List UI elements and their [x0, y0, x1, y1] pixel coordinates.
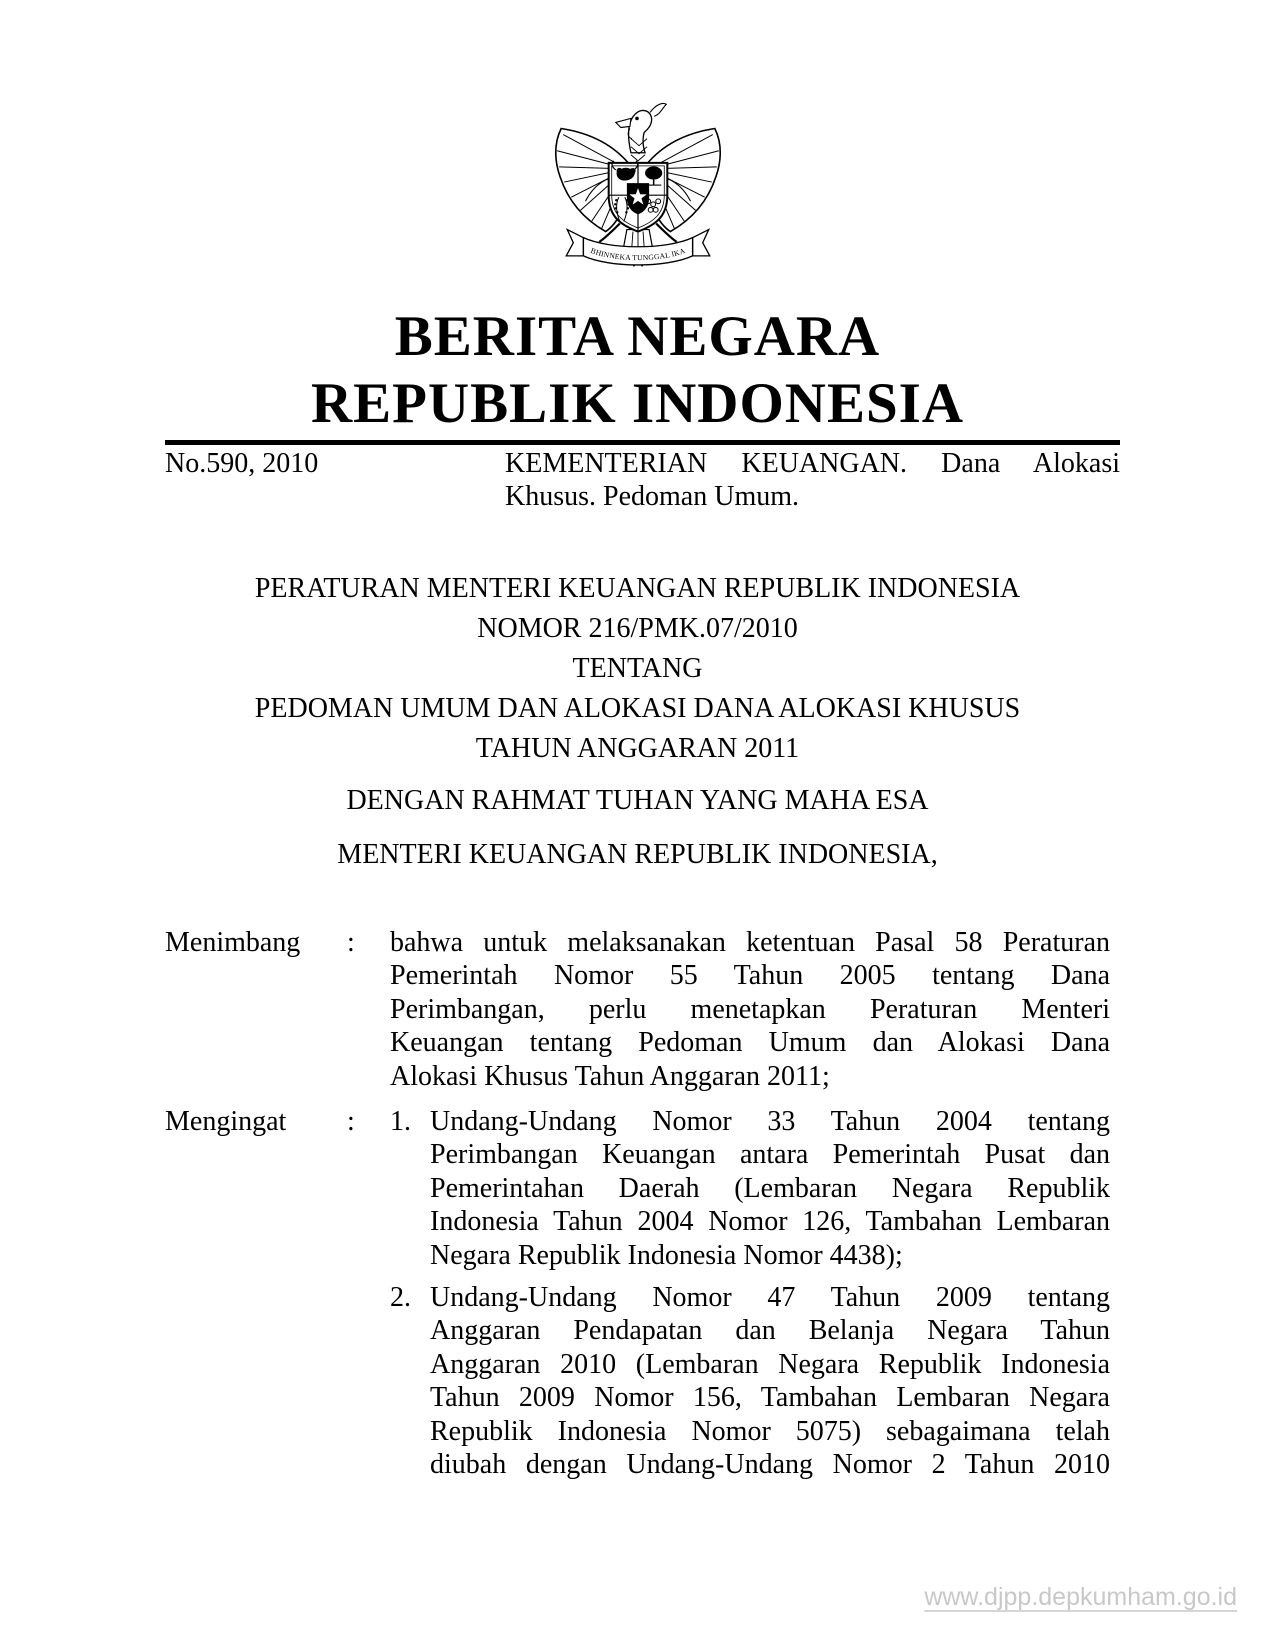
masthead-line-1: BERITA NEGARA — [394, 305, 881, 368]
recalling-item-number: 2. — [390, 1282, 411, 1314]
recalling-item-2 — [390, 1281, 1110, 1481]
recalling-list — [390, 1105, 1110, 1481]
considering-line: bahwa untuk melaksanakan ketentuan Pasal 58 Peraturan — [390, 927, 1110, 958]
considering-row — [165, 926, 1110, 1093]
watermark-url: www.djpp.depkumham.go.id — [924, 1583, 1237, 1611]
gazette-number: No.590, 2010 — [165, 448, 319, 479]
considering-line: Keuangan tentang Pedoman Umum dan Alokasi Dana — [390, 1027, 1110, 1059]
masthead-title — [0, 303, 1275, 437]
eye — [635, 117, 639, 121]
garuda-pancasila-emblem — [549, 82, 727, 270]
recalling-item-text — [430, 1105, 1110, 1272]
regulation-title-line: PERATURAN MENTERI KEUANGAN REPUBLIK INDONESIA — [254, 573, 1021, 604]
regulation-year-line: TAHUN ANGGARAN 2011 — [475, 733, 800, 764]
regulation-title — [160, 569, 1115, 769]
recalling-item-line: Tahun 2009 Nomor 156, Tambahan Lembaran Negara — [430, 1382, 1110, 1414]
recalling-item-number: 1. — [390, 1106, 411, 1138]
recalling-item-line: Pemerintahan Daerah (Lembaran Negara Republik — [430, 1172, 1110, 1204]
gazette-subject — [505, 448, 1120, 513]
motto-text: BHINNEKA TUNGGAL IKA — [589, 245, 687, 263]
gazette-subject-line: KEMENTERIAN KEUANGAN. Dana Alokasi — [505, 448, 1120, 479]
regulation-subject-line: PEDOMAN UMUM DAN ALOKASI DANA ALOKASI KHUSUS — [254, 693, 1021, 724]
recalling-item-line: Republik Indonesia Nomor 5075) sebagaimana telah — [430, 1415, 1110, 1447]
recalling-label: Mengingat — [165, 1106, 287, 1138]
issuer-line: MENTERI KEUANGAN REPUBLIK INDONESIA, — [337, 839, 938, 870]
recalling-item-text — [430, 1281, 1110, 1481]
crest — [650, 104, 666, 117]
garuda-emblem-svg — [549, 82, 727, 270]
beak — [616, 118, 631, 127]
considering-label: Menimbang — [165, 927, 301, 958]
considering-paragraph — [390, 926, 1110, 1093]
regulation-tentang-line: TENTANG — [572, 653, 703, 684]
recalling-item-line: Perimbangan Keuangan antara Pemerintah Pusat dan — [430, 1139, 1110, 1171]
recalling-item-line: diubah dengan Undang-Undang Nomor 2 Tahun 2010 — [430, 1449, 1110, 1481]
recalling-item-line: Negara Republik Indonesia Nomor 4438); — [430, 1239, 903, 1271]
recalling-item-line: Undang-Undang Nomor 47 Tahun 2009 tentang — [430, 1282, 1110, 1314]
recalling-item-line: Anggaran 2010 (Lembaran Negara Republik Indonesia — [430, 1348, 1110, 1380]
gazette-header-row — [165, 448, 1120, 513]
gazette-subject-line: Khusus. Pedoman Umum. — [505, 480, 799, 512]
masthead-rule — [165, 440, 1120, 445]
recalling-item-1 — [390, 1105, 1110, 1272]
recalling-item-line: Undang-Undang Nomor 33 Tahun 2004 tentang — [430, 1106, 1110, 1138]
recalling-separator: : — [347, 1106, 355, 1138]
regulation-number-line: NOMOR 216/PMK.07/2010 — [477, 613, 798, 644]
considering-separator: : — [347, 927, 355, 958]
considering-line: Alokasi Khusus Tahun Anggaran 2011; — [390, 1060, 830, 1092]
recalling-row — [165, 1105, 1110, 1481]
considering-line: Perimbangan, perlu menetapkan Peraturan Menteri — [390, 993, 1110, 1025]
pancasila-shield — [609, 161, 668, 232]
masthead-line-2: REPUBLIK INDONESIA — [310, 372, 965, 435]
invocation-line: DENGAN RAHMAT TUHAN YANG MAHA ESA — [346, 785, 929, 816]
preamble — [165, 926, 1110, 1482]
considering-line: Pemerintah Nomor 55 Tahun 2005 tentang Dana — [390, 960, 1110, 992]
recalling-item-line: Indonesia Tahun 2004 Nomor 126, Tambahan Lembaran — [430, 1206, 1110, 1238]
recalling-item-line: Anggaran Pendapatan dan Belanja Negara Tahun — [430, 1315, 1110, 1347]
